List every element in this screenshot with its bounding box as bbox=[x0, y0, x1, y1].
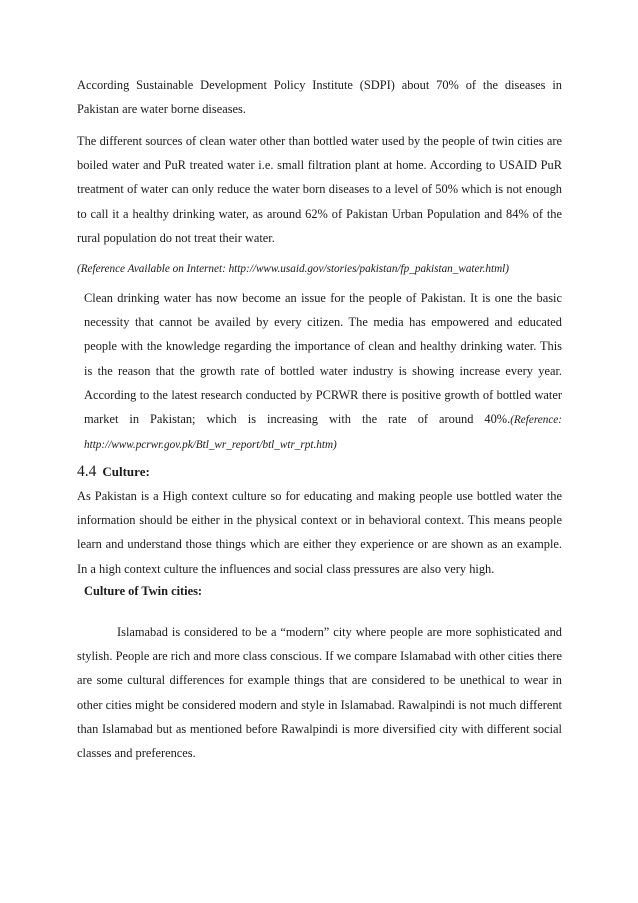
paragraph-clean-water bbox=[84, 286, 562, 457]
section-number: 4.4 bbox=[77, 463, 97, 480]
paragraph-clean-water-text: Clean drinking water has now become an issue for the people of Pakistan. It is one the basic necessity that cannot be availed by every citizen. The media has empowered and educated people with the knowledge regarding the importance of clean and healthy drinking water. This is the reason that the growth rate of bottled water industry is showing increase every year. According to the latest research conducted by PCRWR there is positive growth of bottled water market in Pakistan; which is increasing with the rate of around 40%. bbox=[84, 291, 562, 427]
paragraph-twin-cities: Islamabad is considered to be a “modern” city where people are more sophisticated and stylish. People are rich and more class conscious. If we compare Islamabad with other cities there are some cultural differences for example things that are considered to be unethical to wear in other cities might be considered modern and style in Islamabad. Rawalpindi is not much different than Islamabad but as mentioned before Rawalpindi is more diversified city with different social classes and preferences. bbox=[77, 625, 562, 761]
section-heading-culture bbox=[77, 463, 150, 481]
section-title: Culture: bbox=[102, 464, 150, 479]
paragraph-water-sources: The different sources of clean water other than bottled water used by the people of twin cities are boiled water and PuR treated water i.e. small filtration plant at home. According to USAID PuR treatment of water can only reduce the water born diseases to a level of 50% which is not enough to call it a healthy drinking water, as around 62% of Pakistan Urban Population and 84% of the rural population do not treat their water. bbox=[77, 134, 562, 245]
paragraph-sdpi: According Sustainable Development Policy Institute (SDPI) about 70% of the diseases in Pakistan are water borne diseases. bbox=[77, 78, 562, 117]
reference-usaid: (Reference Available on Internet: http://www.usaid.gov/stories/pakistan/fp_pakistan_water.html) bbox=[77, 263, 510, 275]
paragraph-culture: As Pakistan is a High context culture so for educating and making people use bottled water the information should be either in the physical context or in behavioral context. This means people learn and understand those things which are either they experience or are shown as an example. In a high context culture the influences and social class pressures are also very high. bbox=[77, 489, 562, 576]
reference-pcrwr: (Reference: http://www.pcrwr.gov.pk/Btl_wr_report/btl_wtr_rpt.htm) bbox=[84, 414, 562, 452]
subsection-heading-twin-cities: Culture of Twin cities: bbox=[84, 584, 203, 598]
